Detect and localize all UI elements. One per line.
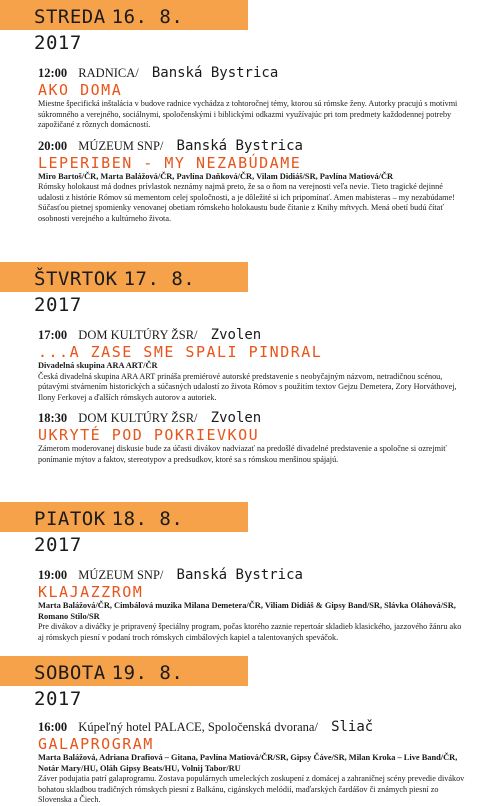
- event-performers: Miro Bartoš/ČR, Marta Balážová/ČR, Pavlína Daňková/ČR, Vilam Didiáš/SR, Pavlína Matiová/ČR: [38, 171, 394, 181]
- event-venue: Kúpeľný hotel PALACE, Spoločenská dvorana/: [78, 720, 318, 734]
- day-header: [0, 262, 248, 316]
- event-description: Zámerom moderovanej diskusie bude za účasti divákov nadviazať na predošlé divadelné predstavenie a spoločne si ozrejmiť ponímanie mýtov a faktov, stereotypov a predsudkov, ktoré sa s rómskou menšinou spájajú.: [38, 444, 447, 464]
- event-title: KLAJAZZROM: [38, 583, 144, 601]
- event-item: [0, 411, 477, 465]
- event-description: Miestne špecifická inštalácia v budove radnice vychádza z tohtoročnej témy, ktorou sú rómske ženy. Autorky pracujú s motívmi súkromného a verejného, sociálnymi, spoločenskými i biblickými odkazmi využívajúc pri tom predmety každodennej potreby zapožičané z rôznych domácností.: [38, 99, 458, 129]
- event-description: Rómsky holokaust má dodnes prívlastok neznámy najmä preto, že sa o ňom na verejnosti veľa nevie. Tieto tragické dejinné udalosti z histórie Rómov sú mementom celej spoločnosti, a je dôležité si ich pripomínať. Amen mabisteras – my nezabúdame! Súčasťou pietnej spomienky venovanej obetiam rómskeho holokaustu bude čítanie z Knihy mŕtvych. Mená obetí budú čítať osobnosti verejného a kultúrneho života.: [38, 182, 455, 223]
- event-item: [0, 720, 477, 806]
- event-time: 17:00: [38, 328, 68, 342]
- day-section-streda: [0, 0, 477, 224]
- event-venue: DOM KULTÚRY ŽSR/: [78, 411, 198, 425]
- event-venue: RADNICA/: [78, 66, 139, 80]
- event-time: 18:30: [38, 411, 68, 425]
- event-title: UKRYTÉ POD POKRIEVKOU: [38, 426, 260, 444]
- day-name: PIATOK: [34, 508, 106, 530]
- event-city: Zvolen: [210, 410, 262, 426]
- event-performers: Marta Balážová, Adriana Drafiová – Gitana, Pavlína Matiová/ČR/SR, Gipsy Čáve/SR, Milan Kroka – Live Band/ČR, Notár Mary/HU, Oláh Gipsy Beats/HU, Volnij Tabor/RU: [38, 753, 458, 773]
- day-name: ŠTVRTOK: [34, 268, 118, 290]
- event-venue: MÚZEUM SNP/: [78, 138, 164, 153]
- event-time: 12:00: [38, 66, 68, 80]
- event-title: AKO DOMA: [38, 81, 123, 99]
- event-description: Česká divadelná skupina ARA ART prináša premiérové autorské predstavenie s neobyčajným názvom, netradičnou scénou, pútavými stvárnením historických a súčasných udalostí zo života Rómov s použitím textov Gejzu Demetera, Zory Horváthovej, Ilony Ferkovej a ďalších rómskych autorov a autoriek.: [38, 371, 457, 402]
- event-item: [0, 328, 477, 403]
- event-description: Pre divákov a diváčky je pripravený špeciálny program, počas ktorého zaznie repertoár skladieb klasického, jazzového žánru ako aj rómskych piesní v podaní troch rómskych cimbálových kapiel a talentovaných speváčok.: [38, 622, 462, 642]
- event-title: LEPERIBEN - MY NEZABÚDAME: [38, 153, 302, 172]
- event-item: [0, 139, 477, 225]
- day-header: [0, 0, 248, 54]
- event-venue: DOM KULTÚRY ŽSR/: [78, 328, 198, 342]
- day-section-stvrtok: [0, 262, 477, 465]
- event-item: [0, 568, 477, 643]
- event-item: [0, 66, 477, 131]
- event-venue: MÚZEUM SNP/: [78, 568, 164, 582]
- day-header: [0, 656, 248, 710]
- event-city: Sliač: [331, 719, 374, 735]
- event-title: ...A ZASE SME SPALI PINDRAL: [38, 343, 323, 361]
- day-header: [0, 502, 248, 556]
- event-performers: Divadelná skupina ARA ART/ČR: [38, 361, 158, 370]
- day-date: 16. 8. 2017: [34, 6, 184, 54]
- event-title: GALAPROGRAM: [38, 735, 154, 753]
- event-time: 16:00: [38, 720, 68, 734]
- event-time: 20:00: [38, 138, 68, 153]
- event-city: Zvolen: [210, 327, 262, 343]
- event-performers: Marta Balážová/ČR, Cimbálová muzika Milana Demetera/ČR, Viliam Didiáš & Gipsy Band/SR, Slávka Oláhová/SR, Romano Stilo/SR: [38, 601, 456, 621]
- event-city: Banská Bystrica: [176, 567, 303, 583]
- event-time: 19:00: [38, 568, 68, 582]
- day-name: SOBOTA: [34, 662, 106, 684]
- day-name: STREDA: [34, 6, 106, 28]
- day-date: 17. 8. 2017: [34, 268, 196, 316]
- day-date: 19. 8. 2017: [34, 662, 184, 710]
- day-date: 18. 8. 2017: [34, 508, 184, 556]
- event-description: Záver podujatia patrí galaprogramu. Zostava populárnych umeleckých zoskupení z domácej a zahraničnej scény prevedie divákov bohatou skladbou tradičných rómskych piesní z Balkánu, cigánskych melódií, maďarských čardášov či známych piesní zo Slovenska a Čiech.: [38, 774, 465, 804]
- day-section-piatok: [0, 502, 477, 643]
- event-city: Banská Bystrica: [151, 65, 279, 81]
- day-section-sobota: [0, 656, 477, 806]
- event-city: Banská Bystrica: [176, 137, 303, 154]
